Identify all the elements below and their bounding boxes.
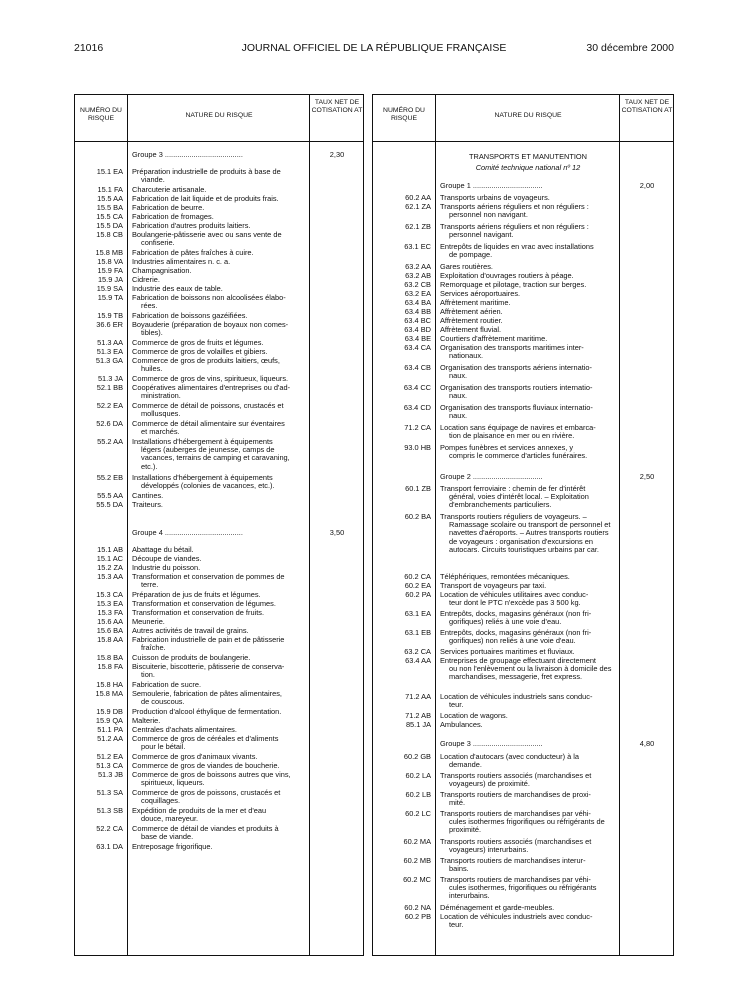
rate-value: 2,50 — [639, 472, 655, 481]
risk-nature: Location sans équipage de navires et embarca- tion de plaisance en mer ou en rivière. — [440, 423, 596, 441]
risk-code: 60.2 LA — [405, 771, 431, 780]
risk-nature: Production d'alcool éthylique de fermentation. — [132, 707, 282, 716]
risk-nature: Transports routiers de marchandises interur- bains. — [440, 856, 586, 874]
risk-code: 15.9 FA — [97, 266, 123, 275]
risk-nature: Semoulerie, fabrication de pâtes alimentaires, de couscous. — [132, 689, 282, 707]
risk-code: 15.8 HA — [96, 680, 123, 689]
risk-code: 51.3 JA — [97, 374, 123, 383]
risk-code: 15.6 AA — [97, 617, 123, 626]
risk-code: 15.9 DB — [96, 707, 123, 716]
risk-code: 63.2 EA — [404, 289, 431, 298]
risk-nature: Gares routières. — [440, 262, 493, 271]
risk-code: 63.4 BD — [404, 325, 431, 334]
risk-code: 63.2 AB — [405, 271, 431, 280]
risk-code: 55.5 AA — [97, 491, 123, 500]
risk-nature: Cidrerie. — [132, 275, 160, 284]
risk-nature: Location d'autocars (avec conducteur) à la demande. — [440, 752, 580, 770]
risk-nature: Groupe 1 .................................. — [440, 181, 543, 190]
risk-nature: Entrepôts, docks, magasins généraux (non fri- gorifiques) reliés à une voie d'eau. — [440, 609, 592, 627]
risk-code: 63.4 CB — [404, 363, 431, 372]
risk-nature: Déménagement et garde-meubles. — [440, 903, 555, 912]
risk-code: 15.1 EA — [96, 167, 123, 176]
risk-code: 15.8 MB — [95, 248, 123, 257]
page-header — [74, 42, 674, 56]
risk-nature: Fabrication de lait liquide et de produits frais. — [132, 194, 279, 203]
risk-code: 55.2 EB — [96, 473, 123, 482]
risk-code: 15.1 AC — [96, 554, 123, 563]
risk-code: 60.2 EA — [404, 581, 431, 590]
risk-nature: Fabrication de sucre. — [132, 680, 202, 689]
risk-code: 15.8 CB — [96, 230, 123, 239]
risk-code: 15.2 ZA — [97, 563, 123, 572]
risk-nature: Groupe 4 ...................................... — [132, 528, 243, 537]
risk-nature: Biscuiterie, biscotterie, pâtisserie de conserva- tion. — [132, 662, 285, 680]
risk-code: 60.2 PA — [405, 590, 431, 599]
risk-code: 63.2 CB — [404, 280, 431, 289]
risk-code: 51.3 SB — [96, 806, 123, 815]
column-header-code: NUMÉRO DU RISQUE — [80, 107, 122, 122]
risk-nature: Charcuterie artisanale. — [132, 185, 207, 194]
page-number: 21016 — [74, 42, 104, 54]
right-table — [372, 94, 674, 956]
risk-code: 52.2 EA — [96, 401, 123, 410]
risk-code: 63.4 BE — [404, 334, 431, 343]
risk-nature: Commerce de détail de poissons, crustacés et mollusques. — [132, 401, 284, 419]
risk-nature: Commerce de gros de boissons autres que vins, spiritueux, liqueurs. — [132, 770, 291, 788]
risk-code: 93.0 HB — [404, 443, 431, 452]
risk-code: 63.4 CD — [403, 403, 431, 412]
risk-code: 51.3 EA — [96, 347, 123, 356]
risk-nature: Commerce de gros de fruits et légumes. — [132, 338, 264, 347]
risk-nature: Location de wagons. — [440, 711, 508, 720]
risk-nature: Préparation de jus de fruits et légumes. — [132, 590, 261, 599]
risk-nature: Affrètement routier. — [440, 316, 503, 325]
risk-nature: Pompes funèbres et services annexes, y compris le commerce d'articles funéraires. — [440, 443, 588, 461]
risk-nature: Préparation industrielle de produits à base de viande. — [132, 167, 281, 185]
risk-code: 60.2 PB — [404, 912, 431, 921]
risk-code: 52.1 BB — [96, 383, 123, 392]
risk-code: 60.2 BA — [404, 512, 431, 521]
risk-code: 63.4 BA — [404, 298, 431, 307]
risk-nature: Commerce de gros de volailles et gibiers. — [132, 347, 268, 356]
risk-nature: Groupe 2 .................................. — [440, 472, 543, 481]
risk-nature: Meunerie. — [132, 617, 165, 626]
column-header-nature: NATURE DU RISQUE — [185, 112, 253, 119]
risk-nature: Coopératives alimentaires d'entreprises ou d'ad- ministration. — [132, 383, 291, 401]
risk-nature: Cantines. — [132, 491, 164, 500]
risk-nature: Services aéroportuaires. — [440, 289, 521, 298]
risk-code: 63.4 BC — [404, 316, 431, 325]
risk-nature: Traiteurs. — [132, 500, 163, 509]
risk-code: 71.2 AB — [405, 711, 431, 720]
risk-nature: Affrètement aérien. — [440, 307, 503, 316]
risk-nature: Commerce de gros de vins, spiritueux, liqueurs. — [132, 374, 289, 383]
risk-code: 51.2 AA — [97, 734, 123, 743]
risk-nature: Organisation des transports fluviaux internatio- naux. — [440, 403, 593, 421]
risk-code: 63.4 CC — [403, 383, 431, 392]
risk-nature: Services portuaires maritimes et fluviaux. — [440, 647, 575, 656]
risk-nature: Exploitation d'ouvrages routiers à péage. — [440, 271, 574, 280]
risk-nature: Transports routiers réguliers de voyageurs. – Ramassage scolaire ou transport de personnel et navettes d'aéroports. – Autres transports routiers de voyageurs : organisation d'excursions en autocars. Circuits touristiques urbains par car. — [440, 512, 611, 554]
risk-nature: Location de véhicules utilitaires avec conduc- teur dont le PTC n'excède pas 3 500 kg. — [440, 590, 589, 608]
risk-code: 15.8 FA — [97, 662, 123, 671]
risk-nature: Fabrication d'autres produits laitiers. — [132, 221, 251, 230]
risk-code: 60.2 GB — [403, 752, 431, 761]
risk-nature: Industrie du poisson. — [132, 563, 201, 572]
risk-nature: Champagnisation. — [132, 266, 192, 275]
risk-nature: Transport ferroviaire : chemin de fer d'intérêt général, voies d'intérêt local. – Exploitation d'embranchements particuliers. — [440, 484, 589, 510]
risk-nature: Transports urbains de voyageurs. — [440, 193, 550, 202]
risk-code: 15.5 AA — [97, 194, 123, 203]
risk-nature: Commerce de détail alimentaire sur éventaires et marchés. — [132, 419, 285, 437]
risk-nature: Malterie. — [132, 716, 161, 725]
risk-nature: Commerce de gros de viandes de boucherie. — [132, 761, 280, 770]
risk-nature: Organisation des transports maritimes inter- nationaux. — [440, 343, 584, 361]
risk-nature: Ambulances. — [440, 720, 483, 729]
risk-nature: Location de véhicules industriels avec conduc- teur. — [440, 912, 593, 930]
risk-code: 51.1 PA — [97, 725, 123, 734]
risk-code: 63.1 EB — [404, 628, 431, 637]
risk-code: 51.2 EA — [96, 752, 123, 761]
risk-code: 15.3 FA — [97, 608, 123, 617]
risk-nature: Fabrication de boissons gazéifiées. — [132, 311, 248, 320]
column-header-rate: TAUX NET DE COTISATION AT — [311, 99, 363, 114]
risk-code: 63.2 AA — [405, 262, 431, 271]
risk-code: 62.1 ZB — [405, 222, 431, 231]
risk-code: 63.1 EC — [404, 242, 431, 251]
risk-nature: Entreprises de groupage effectuant directement ou non l'enlèvement ou la livraison à domicile des marchandises, messagerie, fret express. — [440, 656, 612, 682]
risk-nature: Fabrication de pâtes fraîches à cuire. — [132, 248, 254, 257]
risk-nature: Groupe 3 .................................. — [440, 739, 543, 748]
risk-nature: Transports aériens réguliers et non réguliers : personnel navigant. — [440, 222, 589, 240]
risk-nature: Transformation et conservation de pommes de terre. — [132, 572, 285, 590]
risk-nature: Commerce de gros de produits laitiers, œufs, huiles. — [132, 356, 280, 374]
risk-code: 15.1 AB — [97, 545, 123, 554]
risk-nature: Boyauderie (préparation de boyaux non comes- tibles). — [132, 320, 289, 338]
risk-code: 63.4 CA — [404, 343, 431, 352]
risk-code: 15.5 DA — [96, 221, 123, 230]
risk-code: 60.2 CA — [404, 572, 431, 581]
risk-code: 15.3 EA — [96, 599, 123, 608]
risk-nature: Transformation et conservation de fruits. — [132, 608, 264, 617]
publication-date: 30 décembre 2000 — [586, 42, 674, 54]
risk-nature: Transports routiers associés (marchandises et voyageurs) interurbains. — [440, 837, 592, 855]
risk-code: 51.3 CA — [96, 761, 123, 770]
risk-nature: Cuisson de produits de boulangerie. — [132, 653, 251, 662]
risk-nature: Boulangerie-pâtisserie avec ou sans vente de confiserie. — [132, 230, 282, 248]
risk-code: 15.5 BA — [96, 203, 123, 212]
risk-nature: Fabrication de beurre. — [132, 203, 205, 212]
risk-nature: Organisation des transports aériens internatio- naux. — [440, 363, 592, 381]
risk-code: 51.3 GA — [95, 356, 123, 365]
risk-code: 15.8 VA — [97, 257, 123, 266]
risk-nature: Groupe 3 ...................................... — [132, 150, 243, 159]
risk-code: 15.8 AA — [97, 635, 123, 644]
journal-title: JOURNAL OFFICIEL DE LA RÉPUBLIQUE FRANÇAISE — [241, 42, 507, 54]
risk-nature: Affrètement fluvial. — [440, 325, 502, 334]
risk-nature: Abattage du bétail. — [132, 545, 194, 554]
risk-code: 36.6 ER — [96, 320, 123, 329]
risk-nature: Transports routiers de marchandises de proxi- mité. — [440, 790, 591, 808]
risk-nature: Transports routiers de marchandises par véhi- cules isothermes frigorifiques ou réfrigérants de proximité. — [440, 809, 605, 835]
risk-code: 51.3 AA — [97, 338, 123, 347]
risk-code: 60.2 MC — [403, 875, 431, 884]
risk-nature: TRANSPORTS ET MANUTENTION — [469, 152, 587, 161]
risk-nature: Commerce de gros de céréales et d'aliments pour le bétail. — [132, 734, 279, 752]
risk-nature: Découpe de viandes. — [132, 554, 202, 563]
risk-code: 51.3 SA — [96, 788, 123, 797]
risk-code: 15.8 MA — [95, 689, 123, 698]
risk-code: 62.1 ZA — [405, 202, 431, 211]
risk-code: 15.8 BA — [96, 653, 123, 662]
risk-nature: Installations d'hébergement à équipements légers (auberges de jeunesse, camps de vacances, terrains de camping et caravaning, etc.). — [132, 437, 290, 471]
risk-nature: Commerce de gros d'animaux vivants. — [132, 752, 258, 761]
risk-code: 63.4 AA — [405, 656, 431, 665]
risk-nature: Commerce de gros de poissons, crustacés et coquillages. — [132, 788, 281, 806]
risk-code: 63.2 CA — [404, 647, 431, 656]
left-table — [74, 94, 364, 956]
risk-nature: Centrales d'achats alimentaires. — [132, 725, 237, 734]
risk-nature: Transports routiers associés (marchandises et voyageurs) de proximité. — [440, 771, 592, 789]
risk-code: 55.2 AA — [97, 437, 123, 446]
risk-code: 15.1 FA — [97, 185, 123, 194]
risk-nature: Fabrication industrielle de pain et de pâtisserie fraîche. — [132, 635, 285, 653]
column-header-rate: TAUX NET DE COTISATION AT — [621, 99, 673, 114]
column-header-code: NUMÉRO DU RISQUE — [383, 107, 425, 122]
risk-code: 60.2 MA — [403, 837, 431, 846]
risk-nature: Comité technique national nº 12 — [475, 163, 581, 172]
risk-nature: Industries alimentaires n. c. a. — [132, 257, 231, 266]
risk-code: 60.2 MB — [403, 856, 431, 865]
risk-nature: Courtiers d'affrètement maritime. — [440, 334, 548, 343]
risk-code: 60.2 AA — [405, 193, 431, 202]
risk-code: 51.3 JB — [97, 770, 123, 779]
risk-code: 71.2 CA — [404, 423, 431, 432]
risk-code: 63.4 BB — [404, 307, 431, 316]
risk-nature: Remorquage et pilotage, traction sur berges. — [440, 280, 587, 289]
risk-code: 55.5 DA — [96, 500, 123, 509]
risk-code: 15.5 CA — [96, 212, 123, 221]
risk-nature: Commerce de détail de viandes et produits à base de viande. — [132, 824, 279, 842]
rate-value: 3,50 — [329, 528, 345, 537]
risk-nature: Fabrication de boissons non alcoolisées élabo- rées. — [132, 293, 286, 311]
risk-nature: Industrie des eaux de table. — [132, 284, 223, 293]
risk-nature: Affrètement maritime. — [440, 298, 511, 307]
risk-code: 85.1 JA — [405, 720, 431, 729]
risk-code: 60.2 LB — [405, 790, 431, 799]
risk-code: 15.3 CA — [96, 590, 123, 599]
risk-nature: Organisation des transports routiers internatio- naux. — [440, 383, 593, 401]
risk-nature: Entrepôts, docks, magasins généraux (non fri- gorifiques) non reliés à une voie d'eau. — [440, 628, 592, 646]
risk-nature: Entrepôts de liquides en vrac avec installations de pompage. — [440, 242, 594, 260]
risk-code: 52.6 DA — [96, 419, 123, 428]
risk-code: 15.9 QA — [95, 716, 123, 725]
risk-nature: Installations d'hébergement à équipements développés (colonies de vacances, etc.). — [132, 473, 275, 491]
risk-code: 71.2 AA — [405, 692, 431, 701]
risk-nature: Location de véhicules industriels sans conduc- teur. — [440, 692, 593, 710]
risk-nature: Transformation et conservation de légumes. — [132, 599, 276, 608]
risk-nature: Fabrication de fromages. — [132, 212, 214, 221]
column-header-nature: NATURE DU RISQUE — [494, 112, 562, 119]
rate-value: 4,80 — [639, 739, 655, 748]
rate-value: 2,00 — [639, 181, 655, 190]
risk-code: 60.2 NA — [404, 903, 431, 912]
risk-code: 15.9 TB — [97, 311, 123, 320]
risk-code: 63.1 EA — [404, 609, 431, 618]
risk-code: 15.9 SA — [96, 284, 123, 293]
risk-nature: Expédition de produits de la mer et d'eau douce, mareyeur. — [132, 806, 267, 824]
risk-nature: Transport de voyageurs par taxi. — [440, 581, 547, 590]
risk-code: 15.9 JA — [97, 275, 123, 284]
risk-code: 60.1 ZB — [405, 484, 431, 493]
risk-code: 63.1 DA — [96, 842, 123, 851]
risk-code: 15.6 BA — [96, 626, 123, 635]
risk-nature: Transports routiers de marchandises par véhi- cules isothermes, frigorifiques ou réfrigérants interurbains. — [440, 875, 597, 901]
risk-nature: Téléphériques, remontées mécaniques. — [440, 572, 570, 581]
risk-code: 15.9 TA — [97, 293, 123, 302]
risk-code: 52.2 CA — [96, 824, 123, 833]
rate-value: 2,30 — [329, 150, 345, 159]
risk-nature: Transports aériens réguliers et non réguliers : personnel non navigant. — [440, 202, 589, 220]
risk-code: 60.2 LC — [405, 809, 431, 818]
risk-code: 15.3 AA — [97, 572, 123, 581]
risk-nature: Autres activités de travail de grains. — [132, 626, 249, 635]
risk-nature: Entreposage frigorifique. — [132, 842, 213, 851]
